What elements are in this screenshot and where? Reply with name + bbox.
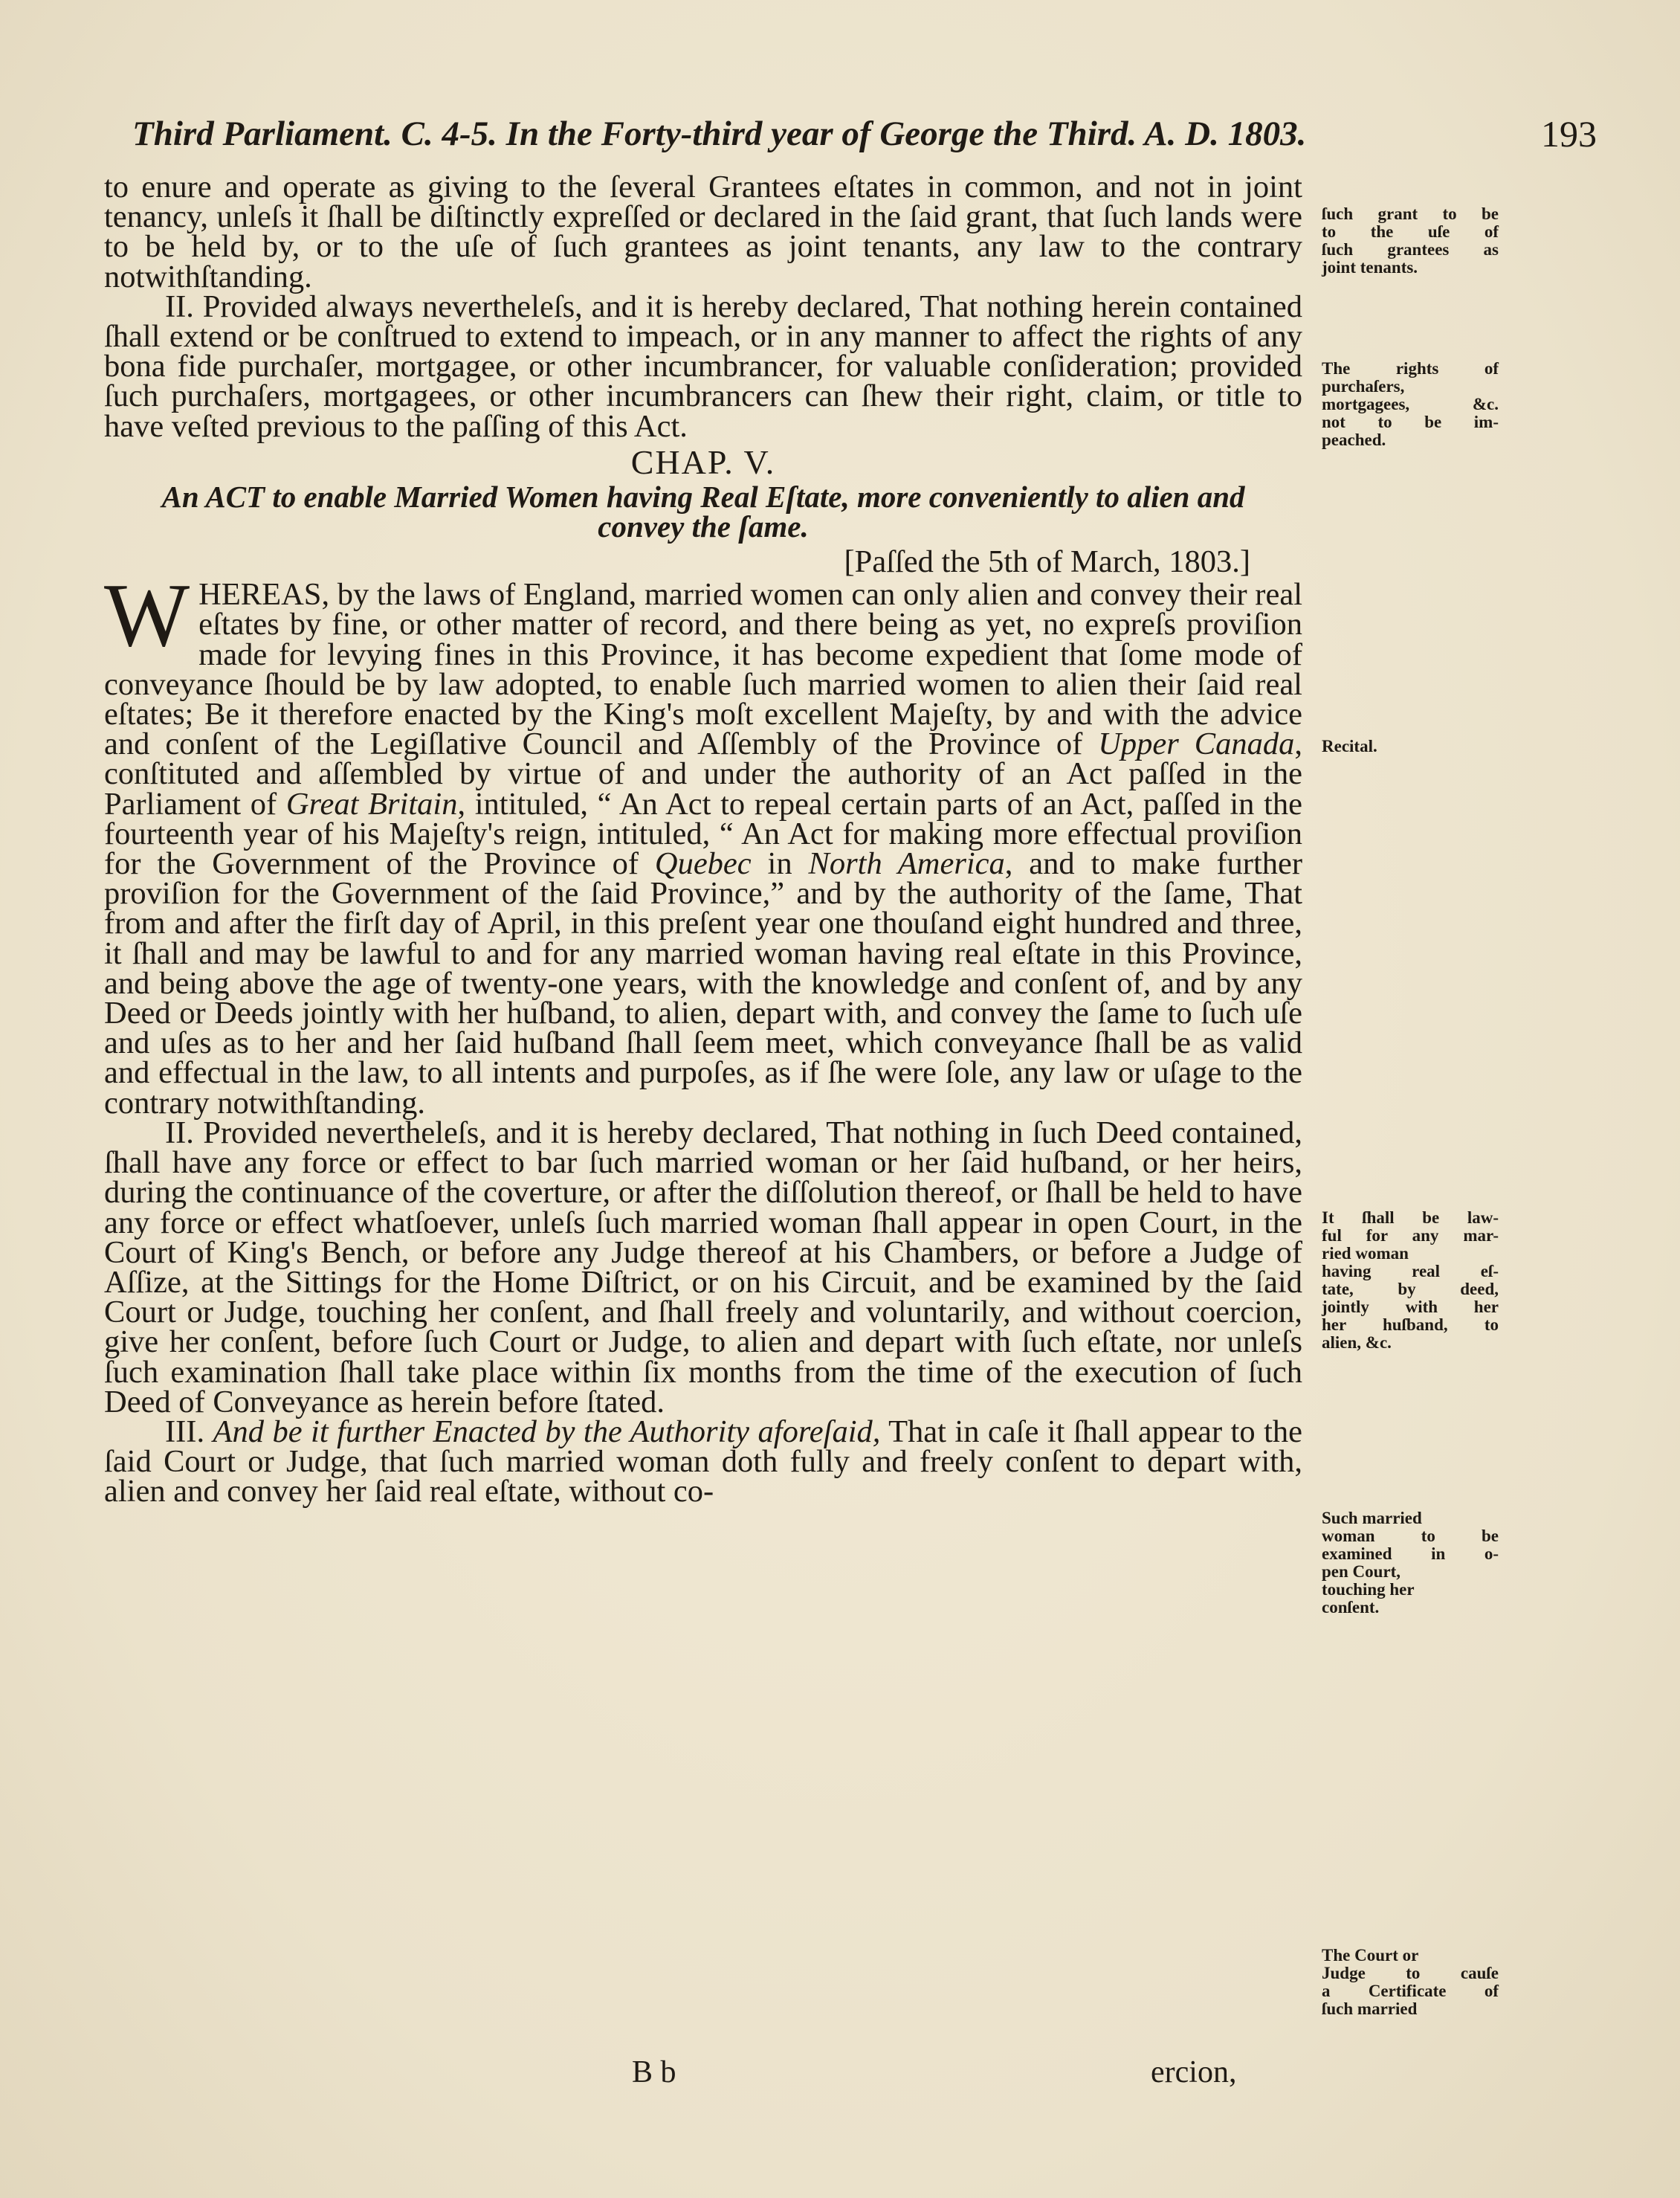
catchword: ercion,: [1151, 2055, 1237, 2089]
section-iii-paragraph: III. And be it further Enacted by the Authority aforeſaid, That in caſe it ſhall appear to the ſaid Court or Judge, that ſuch married woman doth fully and freely conſent to depart with, alien and convey her ſaid real eſtate, without co-: [104, 1414, 1302, 1509]
act-title: An ACT to enable Married Women having Real Eſtate, more conveniently to alien and convey the ſame.: [161, 480, 1245, 544]
margin-note: The rights of purchaſers, mortgagees, &c. not to be im- peached.: [1322, 359, 1499, 449]
margin-note: Such married woman to be examined in o- pen Court, touching her conſent.: [1322, 1509, 1499, 1617]
margin-note: ſuch grant to be to the uſe of ſuch grantees as joint tenants.: [1322, 204, 1499, 277]
signature-mark: B b: [632, 2055, 676, 2089]
margin-note: The Court or Judge to cauſe a Certificate of ſuch married: [1322, 1946, 1499, 2018]
margin-note: Recital.: [1322, 737, 1377, 755]
drop-cap: W: [104, 565, 190, 666]
running-head-text: Third Parliament. C. 4-5. In the Forty-third year of George the Third. A. D. 1803.: [132, 115, 1307, 153]
body-text: [104, 170, 1303, 1509]
place-north-america: North America: [808, 846, 1005, 882]
running-head: [132, 104, 1597, 164]
passed-date: [Paſſed the 5th of March, 1803.]: [844, 544, 1250, 580]
place-upper-canada: Upper Canada: [1098, 726, 1295, 762]
recital-paragraph: WHEREAS, by the laws of England, married women can only alien and convey their real eſtates by fine, or other matter of record, and there being as yet, no expreſs proviſion made for levying fines in this Province, it has become expedient that ſome mode of conveyance ſhould be by law adopted, to enable ſuch married women to alien their ſaid real eſtates; Be it therefore enacted by the King's moſt excellent Majeſty, by and with the advice and conſent of the Legiſlative Council and Aſſembly of the Province of Upper Canada, conſtituted and aſſembled by virtue of and under the authority of an Act paſſed in the Parliament of Great Britain, intituled, “ An Act to repeal certain parts of an Act, paſſed in the fourteenth year of his Majeſty's reign, intituled, “ An Act for making more effectual proviſion for the Government of the Province of Quebec in North America, and to make further proviſion for the Government of the ſaid Province,” and by the authority of the ſame, That from and after the firſt day of April, in this preſent year one thouſand eight hundred and three, it ſhall and may be lawful to and for any married woman having real eſtate in this Province, and being above the age of twenty-one years, with the knowledge and conſent of, and by any Deed or Deeds jointly with her huſband, to alien, depart with, and convey the ſame to ſuch uſe and uſes as to her and her ſaid huſband ſhall ſeem meet, which conveyance ſhall be as valid and effectual in the law, to all intents and purpoſes, as if ſhe were ſole, any law or uſage to the contrary notwithſtanding.: [104, 565, 1303, 1121]
place-great-britain: Great Britain: [285, 786, 458, 822]
section-ii-proviso: II. Provided always nevertheleſs, and it is hereby declared, That nothing herein contained ſhall extend or be conſtrued to extend to impeach, or in any manner to affect the rights of any bona fide purchaſer, mortgagee, or other incumbrancer, for valuable conſideration; provided ſuch purchaſers, mortgagees, or other incumbrancers can ſhew their right, claim, or title to have veſted previous to the paſſing of this Act.: [104, 289, 1302, 444]
page-number: 193: [1541, 113, 1597, 155]
enacting-clause: And be it further Enacted by the Authority aforeſaid,: [213, 1414, 881, 1449]
chapter-heading: CHAP. V.: [630, 442, 776, 481]
margin-note: It ſhall be law- ful for any mar- ried woman having real eſ- tate, by deed, jointly with her her huſband, to alien, &c.: [1322, 1208, 1499, 1352]
paragraph-continued: to enure and operate as giving to the ſeveral Grantees eſtates in common, and not in joint tenancy, unleſs it ſhall be diſtinctly expreſſed or declared in the ſaid grant, that ſuch lands were to be held by, or to the uſe of ſuch grantees as joint tenants, any law to the contrary notwithſtanding.: [104, 170, 1302, 294]
place-quebec: Quebec: [654, 846, 752, 882]
section-ii-paragraph: II. Provided nevertheleſs, and it is hereby declared, That nothing in ſuch Deed contained, ſhall have any force or effect to bar ſuch married woman or her ſaid huſband, or her heirs, during the continuance of the coverture, or after the diſſolution thereof, or ſhall be held to have any force or effect whatſoever, unleſs ſuch married woman ſhall appear in open Court, in the Court of King's Bench, or before any Judge thereof at his Chambers, or before a Judge of Aſſize, at the Sittings for the Home Diſtrict, or on his Circuit, and be examined by the ſaid Court or Judge, touching her conſent, and ſhall freely and voluntarily, and without coercion, give her conſent, before ſuch Court or Judge, to alien and depart with ſuch eſtate, nor unleſs ſuch examination ſhall take place within ſix months from the time of the execution of ſuch Deed of Conveyance as herein before ſtated.: [104, 1115, 1302, 1419]
